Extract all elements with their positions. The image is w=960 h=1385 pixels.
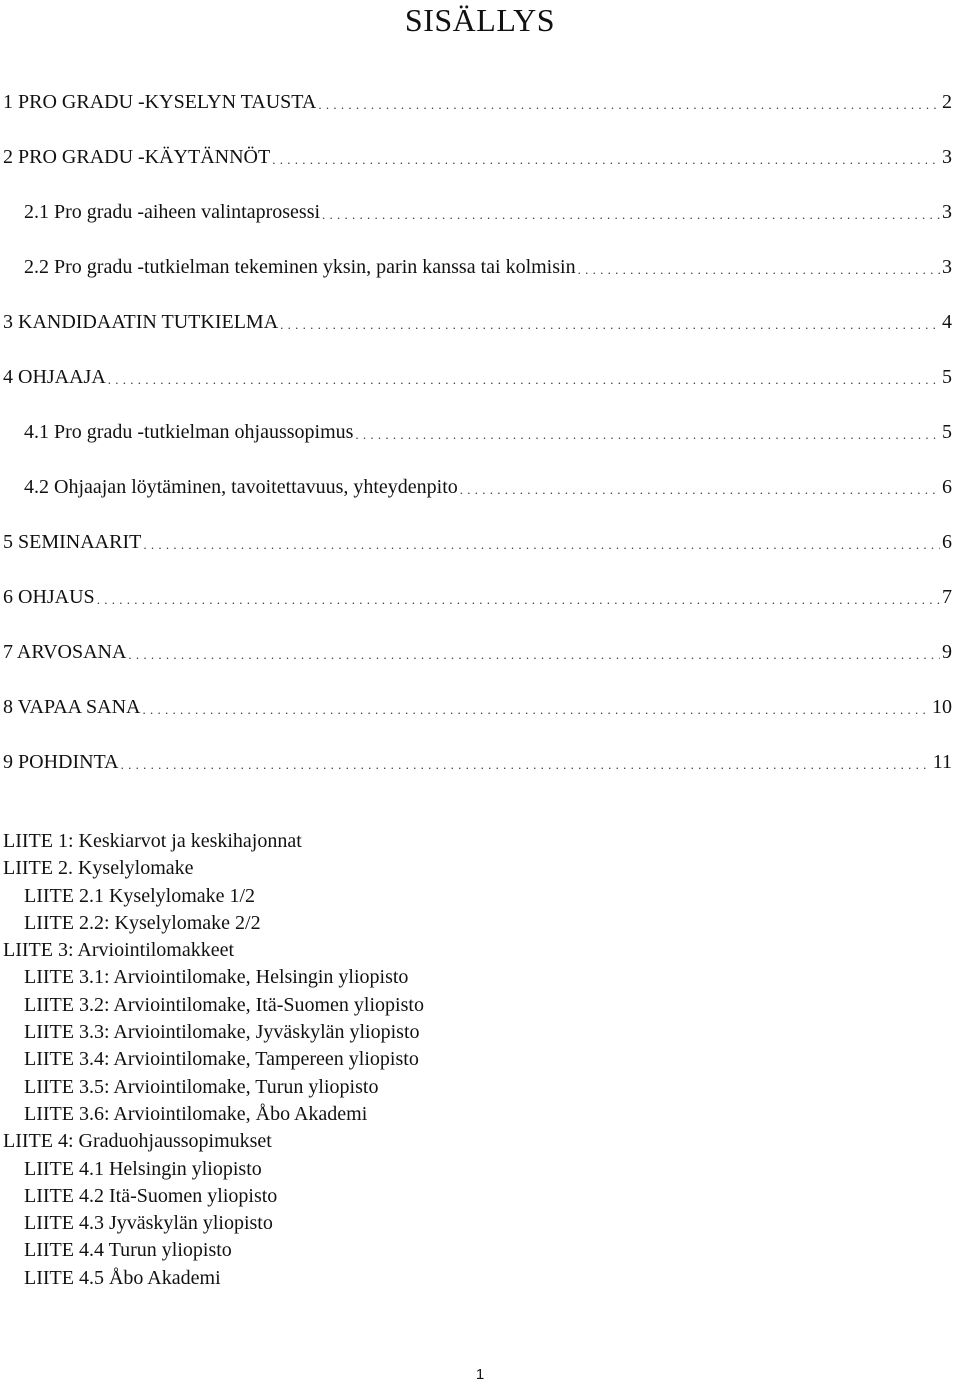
toc-entry-label: 5 SEMINAARIT bbox=[3, 531, 142, 553]
toc-entry-label: 4.2 Ohjaajan löytäminen, tavoitettavuus, yhteydenpito bbox=[24, 476, 458, 498]
appendix-item: LIITE 2. Kyselylomake bbox=[3, 857, 194, 880]
toc-entry-label: 2.2 Pro gradu -tutkielman tekeminen yksin, parin kanssa tai kolmisin bbox=[24, 256, 576, 278]
toc-dot-leader bbox=[318, 95, 940, 115]
toc-entry[interactable] bbox=[3, 639, 952, 665]
appendix-list bbox=[0, 828, 960, 1292]
toc-entry-page: 3 bbox=[942, 201, 952, 223]
appendix-subitem: LIITE 3.5: Arviointilomake, Turun yliopisto bbox=[24, 1075, 379, 1098]
toc-dot-leader bbox=[128, 645, 940, 665]
toc-entry-page: 3 bbox=[942, 146, 952, 168]
toc-entry[interactable] bbox=[3, 749, 952, 775]
appendix-subitem: LIITE 3.3: Arviointilomake, Jyväskylän yliopisto bbox=[24, 1021, 420, 1044]
appendix-subitem: LIITE 4.3 Jyväskylän yliopisto bbox=[24, 1212, 273, 1235]
toc-dot-leader bbox=[121, 755, 931, 775]
toc-entry[interactable] bbox=[3, 529, 952, 555]
toc-dot-leader bbox=[272, 150, 940, 170]
toc-entry-label: 7 ARVOSANA bbox=[3, 641, 127, 663]
toc-entry-page: 4 bbox=[942, 311, 952, 333]
toc-entry[interactable] bbox=[24, 419, 952, 445]
appendix-subitem: LIITE 3.4: Arviointilomake, Tampereen yliopisto bbox=[24, 1048, 419, 1071]
toc-entry[interactable] bbox=[3, 364, 952, 390]
toc-entry-page: 11 bbox=[932, 751, 952, 773]
appendix-item: LIITE 3: Arviointilomakkeet bbox=[3, 939, 235, 962]
toc-entry-label: 2 PRO GRADU -KÄYTÄNNÖT bbox=[3, 146, 271, 168]
toc-entry[interactable] bbox=[24, 474, 952, 500]
toc-entry-label: 1 PRO GRADU -KYSELYN TAUSTA bbox=[3, 91, 317, 113]
toc-entry[interactable] bbox=[3, 584, 952, 610]
toc-entry[interactable] bbox=[3, 89, 952, 115]
toc-entry-page: 5 bbox=[942, 366, 952, 388]
toc-entry-page: 6 bbox=[942, 531, 952, 553]
appendix-item: LIITE 4: Graduohjaussopimukset bbox=[3, 1130, 272, 1153]
toc-dot-leader bbox=[97, 590, 940, 610]
toc-entry-page: 6 bbox=[942, 476, 952, 498]
appendix-subitem: LIITE 4.5 Åbo Akademi bbox=[24, 1266, 221, 1289]
appendix-subitem: LIITE 4.1 Helsingin yliopisto bbox=[24, 1157, 262, 1180]
toc-dot-leader bbox=[108, 370, 940, 390]
toc-dot-leader bbox=[143, 535, 940, 555]
appendix-subitem: LIITE 4.2 Itä-Suomen yliopisto bbox=[24, 1184, 278, 1207]
toc-dot-leader bbox=[578, 260, 940, 280]
appendix-item: LIITE 1: Keskiarvot ja keskihajonnat bbox=[3, 830, 302, 852]
toc-entry-label: 4 OHJAAJA bbox=[3, 366, 106, 388]
page-number: 1 bbox=[475, 1366, 485, 1383]
toc-entry-label: 2.1 Pro gradu -aiheen valintaprosessi bbox=[24, 201, 321, 223]
appendix-subitem: LIITE 2.1 Kyselylomake 1/2 bbox=[24, 884, 256, 907]
toc-entry[interactable] bbox=[3, 309, 952, 335]
toc-entry-label: 3 KANDIDAATIN TUTKIELMA bbox=[3, 311, 279, 333]
toc-entry-page: 3 bbox=[942, 256, 952, 278]
toc-entry[interactable] bbox=[24, 199, 952, 225]
toc-entry-page: 5 bbox=[942, 421, 952, 443]
appendix-subitem: LIITE 3.6: Arviointilomake, Åbo Akademi bbox=[24, 1102, 368, 1125]
toc-dot-leader bbox=[355, 425, 940, 445]
toc-entry-page: 9 bbox=[942, 641, 952, 663]
appendix-subitem: LIITE 2.2: Kyselylomake 2/2 bbox=[24, 911, 261, 934]
appendix-subitem: LIITE 4.4 Turun yliopisto bbox=[24, 1239, 232, 1262]
toc-entry-label: 6 OHJAUS bbox=[3, 586, 95, 608]
toc-dot-leader bbox=[280, 315, 940, 335]
toc-entry[interactable] bbox=[3, 144, 952, 170]
toc-dot-leader bbox=[322, 205, 940, 225]
page-title: SISÄLLYS bbox=[404, 2, 556, 38]
toc-entry-label: 9 POHDINTA bbox=[3, 751, 119, 773]
toc-entry-label: 8 VAPAA SANA bbox=[3, 696, 141, 718]
appendix-subitem: LIITE 3.2: Arviointilomake, Itä-Suomen yliopisto bbox=[24, 993, 424, 1016]
toc-entry-label: 4.1 Pro gradu -tutkielman ohjaussopimus bbox=[24, 421, 354, 443]
toc-entry[interactable] bbox=[24, 254, 952, 280]
toc-dot-leader bbox=[142, 700, 930, 720]
toc-entry[interactable] bbox=[3, 694, 952, 720]
toc-dot-leader bbox=[460, 480, 940, 500]
toc-entry-page: 7 bbox=[942, 586, 952, 608]
toc-entry-page: 2 bbox=[942, 91, 952, 113]
toc-entry-page: 10 bbox=[932, 696, 952, 718]
appendix-subitem: LIITE 3.1: Arviointilomake, Helsingin yliopisto bbox=[24, 966, 409, 989]
